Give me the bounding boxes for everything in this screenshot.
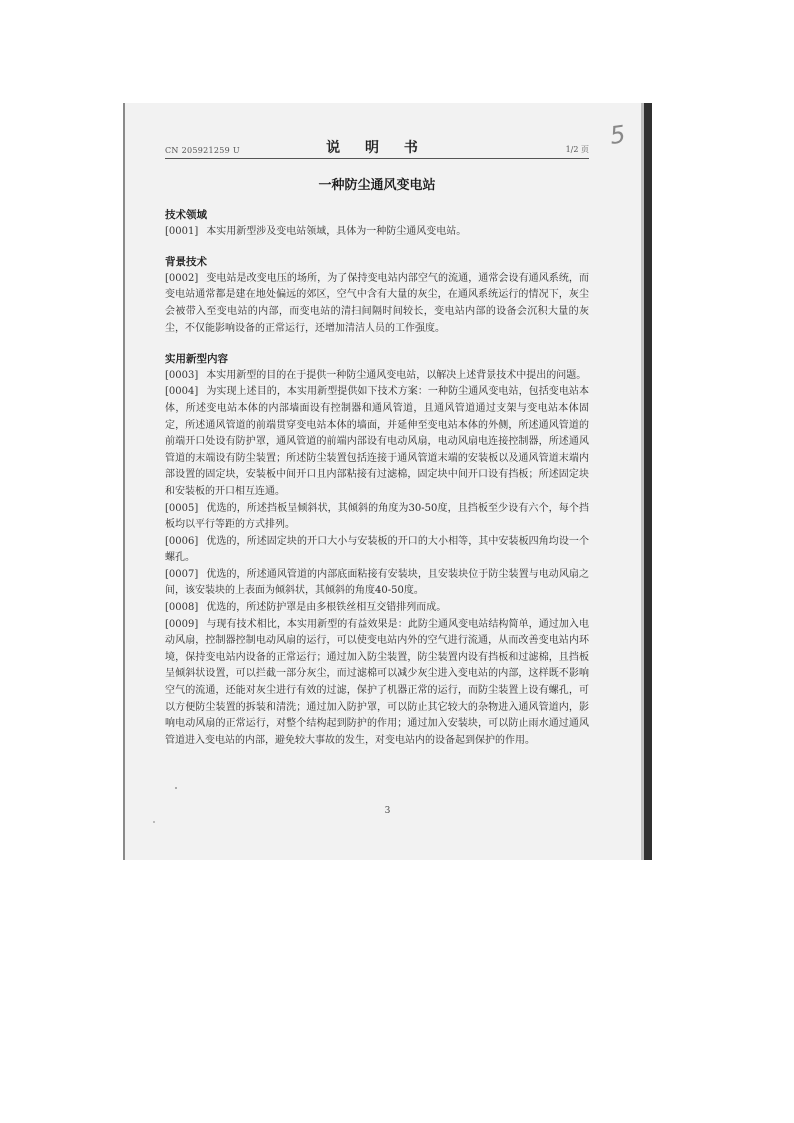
paragraph-number: [0003] bbox=[165, 369, 199, 381]
scan-left-edge bbox=[123, 103, 125, 860]
page-indicator: 1/2 页 bbox=[565, 145, 589, 154]
header-divider bbox=[165, 158, 589, 159]
paragraph-number: [0007] bbox=[165, 568, 199, 580]
paragraph bbox=[165, 501, 589, 534]
paragraph-text: 优选的，所述通风管道的内部底面粘接有安装块，且安装块位于防尘装置与电动风扇之间，该安装块的上表面为倾斜状，其倾斜的角度40-50度。 bbox=[165, 568, 589, 597]
paragraph-number: [0009] bbox=[165, 618, 199, 630]
document-body bbox=[165, 207, 589, 749]
paragraph-text: 优选的，所述固定块的开口大小与安装板的开口的大小相等，其中安装板四角均设一个螺孔。 bbox=[165, 535, 589, 564]
page-header bbox=[165, 137, 589, 157]
paragraph-number: [0006] bbox=[165, 535, 199, 547]
page-number: 3 bbox=[384, 806, 391, 816]
paragraph-text: 为实现上述目的，本实用新型提供如下技术方案：一种防尘通风变电站，包括变电站本体，所述变电站本体的内部墙面设有控制器和通风管道，且通风管道通过支架与变电站本体固定，所述通风管道的前端贯穿变电站本体的墙面，并延伸至变电站本体的外侧，所述通风管道的前端开口处设有防护罩，通风管道的前端内部设有电动风扇，电动风扇电连接控制器，所述通风管道的末端设有防尘装置；所述防尘装置包括连接于通风管道末端的安装板以及通风管道末端内部设置的固定块，安装板中间开口且内部粘接有过滤棉，固定块中间开口设有挡板；所述固定块和安装板的开口相互连通。 bbox=[165, 386, 589, 497]
section-heading: 实用新型内容 bbox=[165, 353, 228, 366]
paragraph bbox=[165, 271, 589, 337]
paragraph bbox=[165, 567, 589, 600]
paragraph-number: [0004] bbox=[165, 386, 199, 398]
section-heading: 技术领域 bbox=[165, 209, 207, 221]
handwritten-mark: 5 bbox=[608, 120, 628, 150]
paragraph-text: 优选的，所述防护罩是由多根铁丝相互交错排列而成。 bbox=[206, 602, 447, 614]
paragraph-number: [0001] bbox=[165, 225, 199, 237]
document-title: 一种防尘通风变电站 bbox=[318, 178, 436, 193]
paragraph bbox=[165, 368, 589, 385]
publication-number: CN 205921259 U bbox=[165, 146, 240, 155]
paragraph-text: 优选的，所述挡板呈倾斜状，其倾斜的角度为30-50度，且挡板至少设有六个，每个挡板均以平行等距的方式排列。 bbox=[165, 502, 589, 531]
paragraph bbox=[165, 384, 589, 500]
paragraph-text: 与现有技术相比，本实用新型的有益效果是：此防尘通风变电站结构简单，通过加入电动风扇，控制器控制电动风扇的运行，可以使变电站内外的空气进行流通，从而改善变电站内环境，保持变电站内设备的正常运行；通过加入防尘装置，防尘装置内设有挡板和过滤棉，且挡板呈倾斜状设置，可以拦截一部分灰尘，而过滤棉可以减少灰尘进入变电站的内部，这样既不影响空气的流通，还能对灰尘进行有效的过滤，保护了机器正常的运行，而防尘装置上设有螺孔，可以方便防尘装置的拆装和清洗；通过加入防护罩，可以防止其它较大的杂物进入通风管道内，影响电动风扇的正常运行，对整个结构起到防护的作用；通过加入安装块，可以防止雨水通过通风管道进入变电站的内部，避免较大事故的发生，对变电站内的设备起到保护的作用。 bbox=[165, 618, 589, 746]
paragraph-number: [0002] bbox=[165, 272, 199, 284]
scan-right-edge bbox=[644, 103, 652, 860]
paragraph-number: [0008] bbox=[165, 602, 199, 614]
paragraph-number: [0005] bbox=[165, 502, 199, 514]
paragraph bbox=[165, 224, 589, 241]
paragraph bbox=[165, 600, 589, 617]
scanned-page bbox=[123, 103, 652, 860]
paragraph bbox=[165, 617, 589, 750]
paragraph bbox=[165, 534, 589, 567]
paragraph-text: 变电站是改变电压的场所，为了保持变电站内部空气的流通，通常会设有通风系统，而变电站通常都是建在地处偏远的郊区，空气中含有大量的灰尘，在通风系统运行的情况下，灰尘会被带入至变电站的内部，而变电站的清扫间隔时间较长，变电站内部的设备会沉积大量的灰尘，不仅能影响设备的正常运行，还增加清洁人员的工作强度。 bbox=[165, 272, 589, 334]
scan-speck bbox=[153, 821, 155, 823]
section-heading: 背景技术 bbox=[165, 256, 207, 269]
scan-speck bbox=[175, 787, 177, 789]
paragraph-text: 本实用新型的目的在于提供一种防尘通风变电站，以解决上述背景技术中提出的问题。 bbox=[206, 369, 587, 381]
paragraph-text: 本实用新型涉及变电站领域，具体为一种防尘通风变电站。 bbox=[206, 225, 467, 237]
document-type: 说 明 书 bbox=[326, 140, 428, 156]
